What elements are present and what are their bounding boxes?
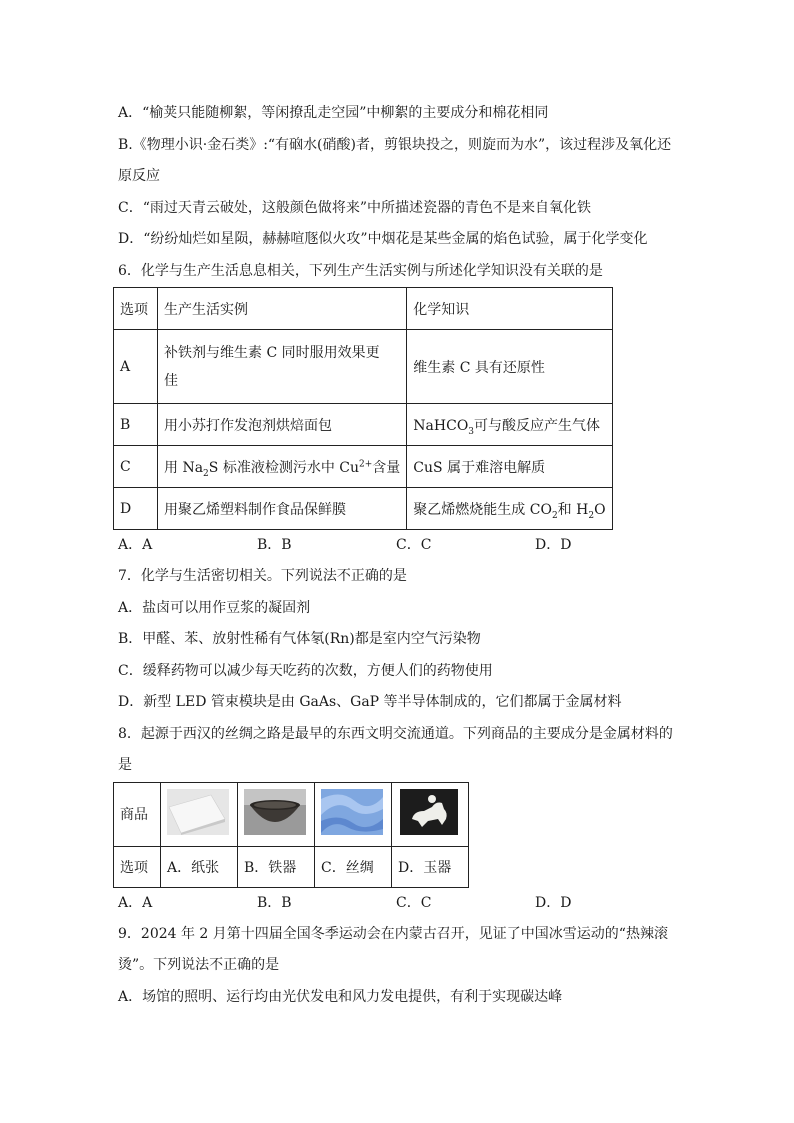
table-cell xyxy=(158,330,407,404)
table-cell xyxy=(407,488,612,530)
q9-stem-line2: 烫”。下列说法不正确的是 xyxy=(118,957,280,973)
jade-image xyxy=(398,789,460,835)
table-cell: D xyxy=(114,488,158,530)
formula-text: 聚乙烯燃烧能生成 CO xyxy=(413,501,552,518)
q5-option-d: D．“纷纷灿烂如星陨，赫赫喧豗似火攻”中烟花是某些金属的焰色试验，属于化学变化 xyxy=(118,231,648,247)
answer-choice: D．D xyxy=(535,537,572,553)
table-row xyxy=(114,404,613,446)
table-header: 化学知识 xyxy=(407,288,612,330)
q5-option-a: A．“榆荚只能随柳絮，等闲撩乱走空园”中柳絮的主要成分和棉花相同 xyxy=(118,105,549,121)
table-header: 选项 xyxy=(114,288,158,330)
formula-text: 含量 xyxy=(372,459,401,476)
superscript: 2+ xyxy=(359,458,373,469)
table-cell: C xyxy=(114,446,158,488)
answer-choice: D．D xyxy=(535,894,572,911)
q6-stem: 6．化学与生产生活息息相关，下列生产生活实例与所述化学知识没有关联的是 xyxy=(118,262,603,279)
table-cell: B xyxy=(114,404,158,446)
table-row xyxy=(114,846,469,887)
answer-choice: A．A xyxy=(118,894,153,911)
table-cell xyxy=(392,782,469,846)
answer-choice: B．B xyxy=(257,894,292,911)
table-cell: 用聚乙烯塑料制作食品保鲜膜 xyxy=(158,488,407,530)
q5-option-c: C．“雨过天青云破处，这般颜色做将来”中所描述瓷器的青色不是来自氧化铁 xyxy=(118,199,592,216)
table-cell: A xyxy=(114,330,158,404)
q9-option-a: A．场馆的照明、运行均由光伏发电和风力发电提供，有利于实现碳达峰 xyxy=(118,988,563,1005)
formula-text: O xyxy=(594,501,606,518)
q7-option-c: C．缓释药物可以减少每天吃药的次数，方便人们的药物使用 xyxy=(118,662,493,679)
iron-bowl-image xyxy=(244,789,306,835)
silk-image xyxy=(321,789,383,835)
table-cell xyxy=(407,404,612,446)
q7-stem: 7．化学与生活密切相关。下列说法不正确的是 xyxy=(118,568,407,584)
cell-line: 佳 xyxy=(164,372,178,389)
table-header: 选项 xyxy=(114,846,161,887)
q7-option-d: D．新型 LED 管束模块是由 GaAs、GaP 等半导体制成的，它们都属于金属材料 xyxy=(118,694,622,710)
table-row xyxy=(114,488,613,530)
answer-choice: C．C xyxy=(396,894,432,911)
table-header: 商品 xyxy=(114,782,161,846)
table-row xyxy=(114,330,613,404)
cell-line: 补铁剂与维生素 C 同时服用效果更 xyxy=(164,344,380,361)
formula-text: 和 H xyxy=(557,501,589,518)
q6-table xyxy=(113,287,613,530)
table-cell: 维生素 C 具有还原性 xyxy=(407,330,612,404)
table-header: 生产生活实例 xyxy=(158,288,407,330)
table-cell xyxy=(315,782,392,846)
q6-answer-choices xyxy=(118,530,678,561)
table-cell xyxy=(161,782,238,846)
table-cell: B．铁器 xyxy=(238,846,315,887)
table-row xyxy=(114,782,469,846)
q5-option-b-line2: 原反应 xyxy=(118,168,160,184)
q7-option-b: B．甲醛、苯、放射性稀有气体氡(Rn)都是室内空气污染物 xyxy=(118,631,481,647)
formula-text: NaHCO xyxy=(413,417,469,434)
subscript: 2 xyxy=(588,510,595,521)
answer-choice: A．A xyxy=(118,537,153,553)
answer-choice: B．B xyxy=(257,537,292,553)
table-cell: C．丝绸 xyxy=(315,846,392,887)
paper-image xyxy=(167,789,229,835)
table-row xyxy=(114,446,613,488)
table-header-row xyxy=(114,288,613,330)
formula-text: 可与酸反应产生气体 xyxy=(474,417,601,434)
table-cell xyxy=(238,782,315,846)
q8-stem-line2: 是 xyxy=(118,757,132,773)
answer-choice: C．C xyxy=(396,537,432,553)
q7-option-a: A．盐卤可以用作豆浆的凝固剂 xyxy=(118,599,311,616)
subscript: 2 xyxy=(203,468,209,479)
q8-table xyxy=(113,782,469,888)
q8-answer-choices xyxy=(118,888,678,919)
table-cell xyxy=(158,446,407,488)
formula-text: S 标准液检测污水中 Cu xyxy=(208,459,360,476)
table-cell: D．玉器 xyxy=(392,846,469,887)
subscript: 2 xyxy=(551,510,558,521)
q5-option-b-line1: B.《物理小识·金石类》:“有硇水(硝酸)者，剪银块投之，则旋而为水”，该过程涉及氧化还 xyxy=(118,136,672,153)
document-page xyxy=(118,98,678,1013)
q9-stem-line1: 9．2024 年 2 月第十四届全国冬季运动会在内蒙古召开，见证了中国冰雪运动的“热辣滚 xyxy=(118,925,668,942)
formula-text: 用 Na xyxy=(164,459,204,476)
subscript: 3 xyxy=(468,426,475,437)
table-cell: CuS 属于难溶电解质 xyxy=(407,446,612,488)
table-cell: A．纸张 xyxy=(161,846,238,887)
q8-stem-line1: 8．起源于西汉的丝绸之路是最早的东西文明交流通道。下列商品的主要成分是金属材料的 xyxy=(118,725,673,742)
table-cell: 用小苏打作发泡剂烘焙面包 xyxy=(158,404,407,446)
